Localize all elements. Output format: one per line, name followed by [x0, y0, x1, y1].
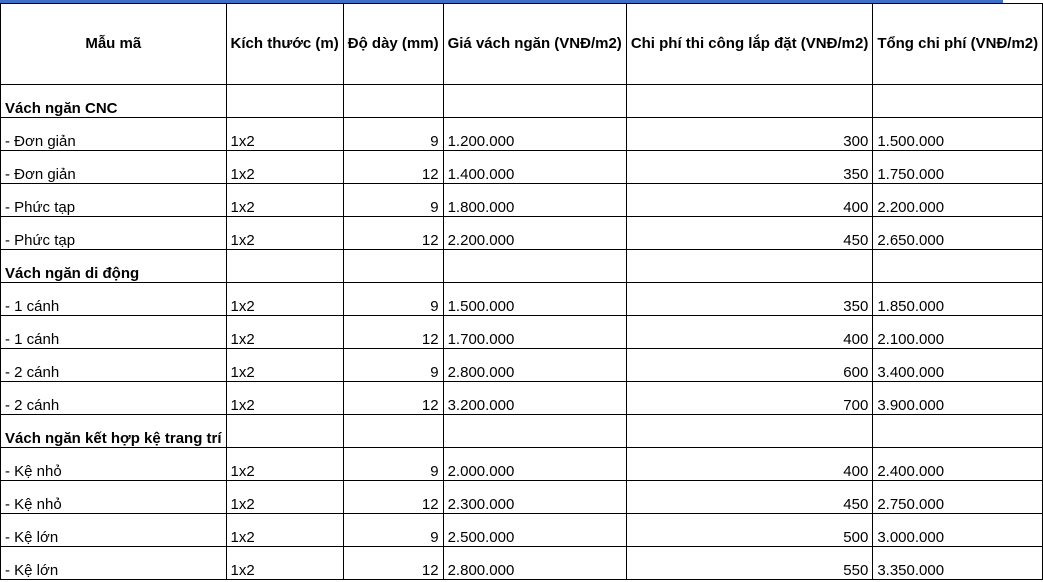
cell-install-cost[interactable]: 550 — [626, 547, 873, 580]
cell-thickness[interactable] — [343, 85, 443, 118]
cell-thickness[interactable]: 9 — [343, 349, 443, 382]
cell-price[interactable]: 2.200.000 — [443, 217, 626, 250]
cell-install-cost[interactable]: 350 — [626, 151, 873, 184]
cell-size[interactable]: 1x2 — [226, 382, 343, 415]
cell-install-cost[interactable]: 500 — [626, 514, 873, 547]
cell-model[interactable]: - 1 cánh — [1, 283, 227, 316]
cell-total-cost[interactable]: 2.650.000 — [873, 217, 1043, 250]
table-row — [1, 514, 1043, 547]
group-title-cell[interactable]: Vách ngăn CNC — [1, 85, 227, 118]
cell-model[interactable]: - Đơn giản — [1, 118, 227, 151]
cell-total-cost[interactable]: 1.500.000 — [873, 118, 1043, 151]
cell-thickness[interactable] — [343, 250, 443, 283]
cell-total-cost[interactable] — [873, 250, 1043, 283]
cell-price[interactable]: 1.500.000 — [443, 283, 626, 316]
table-row — [1, 547, 1043, 580]
cell-size[interactable]: 1x2 — [226, 217, 343, 250]
cell-install-cost[interactable]: 450 — [626, 481, 873, 514]
cell-model[interactable]: - 2 cánh — [1, 349, 227, 382]
cell-price[interactable]: 1.700.000 — [443, 316, 626, 349]
cell-total-cost[interactable] — [873, 415, 1043, 448]
cell-total-cost[interactable]: 2.100.000 — [873, 316, 1043, 349]
cell-model[interactable]: - Kệ nhỏ — [1, 481, 227, 514]
cell-size[interactable]: 1x2 — [226, 151, 343, 184]
cell-total-cost[interactable]: 3.000.000 — [873, 514, 1043, 547]
cell-price[interactable]: 1.400.000 — [443, 151, 626, 184]
cell-size[interactable]: 1x2 — [226, 316, 343, 349]
cell-install-cost[interactable]: 350 — [626, 283, 873, 316]
cell-price[interactable]: 2.000.000 — [443, 448, 626, 481]
cell-model[interactable]: - Kệ lớn — [1, 547, 227, 580]
cell-total-cost[interactable]: 2.200.000 — [873, 184, 1043, 217]
cell-install-cost[interactable]: 300 — [626, 118, 873, 151]
cell-model[interactable]: - Đơn giản — [1, 151, 227, 184]
cell-price[interactable]: 2.300.000 — [443, 481, 626, 514]
cell-thickness[interactable]: 12 — [343, 382, 443, 415]
header-thickness[interactable]: Độ dày (mm) — [343, 4, 443, 85]
cell-total-cost[interactable]: 2.400.000 — [873, 448, 1043, 481]
cell-thickness[interactable]: 9 — [343, 448, 443, 481]
cell-model[interactable]: - Phức tạp — [1, 184, 227, 217]
table-row — [1, 184, 1043, 217]
cell-total-cost[interactable]: 3.350.000 — [873, 547, 1043, 580]
cell-model[interactable]: - Kệ nhỏ — [1, 448, 227, 481]
table-body — [1, 85, 1043, 580]
cell-price[interactable]: 1.800.000 — [443, 184, 626, 217]
cell-price[interactable]: 1.200.000 — [443, 118, 626, 151]
cell-thickness[interactable]: 12 — [343, 547, 443, 580]
cell-price[interactable]: 2.500.000 — [443, 514, 626, 547]
table-row — [1, 283, 1043, 316]
cell-size[interactable]: 1x2 — [226, 547, 343, 580]
cell-thickness[interactable]: 9 — [343, 283, 443, 316]
cell-install-cost[interactable]: 400 — [626, 184, 873, 217]
cell-install-cost[interactable]: 400 — [626, 316, 873, 349]
cell-size[interactable] — [226, 85, 343, 118]
cell-install-cost[interactable]: 400 — [626, 448, 873, 481]
cell-price[interactable] — [443, 85, 626, 118]
cell-model[interactable]: - Kệ lớn — [1, 514, 227, 547]
cell-install-cost[interactable] — [626, 250, 873, 283]
group-header-row — [1, 415, 1043, 448]
cell-thickness[interactable]: 12 — [343, 316, 443, 349]
cell-thickness[interactable] — [343, 415, 443, 448]
cell-thickness[interactable]: 9 — [343, 118, 443, 151]
cell-size[interactable]: 1x2 — [226, 283, 343, 316]
table-row — [1, 217, 1043, 250]
cell-total-cost[interactable]: 1.750.000 — [873, 151, 1043, 184]
cell-model[interactable]: - 2 cánh — [1, 382, 227, 415]
header-price[interactable]: Giá vách ngăn (VNĐ/m2) — [443, 4, 626, 85]
header-model[interactable]: Mẫu mã — [1, 4, 227, 85]
cell-total-cost[interactable]: 3.400.000 — [873, 349, 1043, 382]
cell-size[interactable]: 1x2 — [226, 118, 343, 151]
cell-size[interactable] — [226, 415, 343, 448]
table-row — [1, 316, 1043, 349]
cell-total-cost[interactable] — [873, 85, 1043, 118]
cell-size[interactable] — [226, 250, 343, 283]
cell-model[interactable]: - Phức tạp — [1, 217, 227, 250]
header-size[interactable]: Kích thước (m) — [226, 4, 343, 85]
cell-price[interactable]: 2.800.000 — [443, 349, 626, 382]
cell-install-cost[interactable]: 600 — [626, 349, 873, 382]
table-row — [1, 382, 1043, 415]
cell-size[interactable]: 1x2 — [226, 514, 343, 547]
cell-price[interactable]: 3.200.000 — [443, 382, 626, 415]
group-title-cell[interactable]: Vách ngăn di động — [1, 250, 227, 283]
cell-install-cost[interactable]: 450 — [626, 217, 873, 250]
cell-model[interactable]: - 1 cánh — [1, 316, 227, 349]
header-install-cost[interactable]: Chi phí thi công lắp đặt (VNĐ/m2) — [626, 4, 873, 85]
cell-install-cost[interactable] — [626, 85, 873, 118]
cell-thickness[interactable]: 9 — [343, 184, 443, 217]
cell-price[interactable] — [443, 250, 626, 283]
cell-price[interactable]: 2.800.000 — [443, 547, 626, 580]
cell-install-cost[interactable] — [626, 415, 873, 448]
cell-thickness[interactable]: 12 — [343, 151, 443, 184]
cell-thickness[interactable]: 12 — [343, 217, 443, 250]
cell-price[interactable] — [443, 415, 626, 448]
cell-size[interactable]: 1x2 — [226, 184, 343, 217]
group-header-row — [1, 85, 1043, 118]
cell-size[interactable]: 1x2 — [226, 448, 343, 481]
cell-thickness[interactable]: 12 — [343, 481, 443, 514]
cell-install-cost[interactable]: 700 — [626, 382, 873, 415]
cell-size[interactable]: 1x2 — [226, 349, 343, 382]
table-row — [1, 481, 1043, 514]
cell-thickness[interactable]: 9 — [343, 514, 443, 547]
group-header-row — [1, 250, 1043, 283]
cell-total-cost[interactable]: 2.750.000 — [873, 481, 1043, 514]
table-row — [1, 448, 1043, 481]
table-row — [1, 349, 1043, 382]
table-row — [1, 118, 1043, 151]
cell-total-cost[interactable]: 1.850.000 — [873, 283, 1043, 316]
price-table — [0, 3, 1043, 580]
table-row — [1, 151, 1043, 184]
header-row — [1, 4, 1043, 85]
cell-size[interactable]: 1x2 — [226, 481, 343, 514]
cell-total-cost[interactable]: 3.900.000 — [873, 382, 1043, 415]
group-title-cell[interactable]: Vách ngăn kết hợp kệ trang trí — [1, 415, 227, 448]
header-total-cost[interactable]: Tổng chi phí (VNĐ/m2) — [873, 4, 1043, 85]
